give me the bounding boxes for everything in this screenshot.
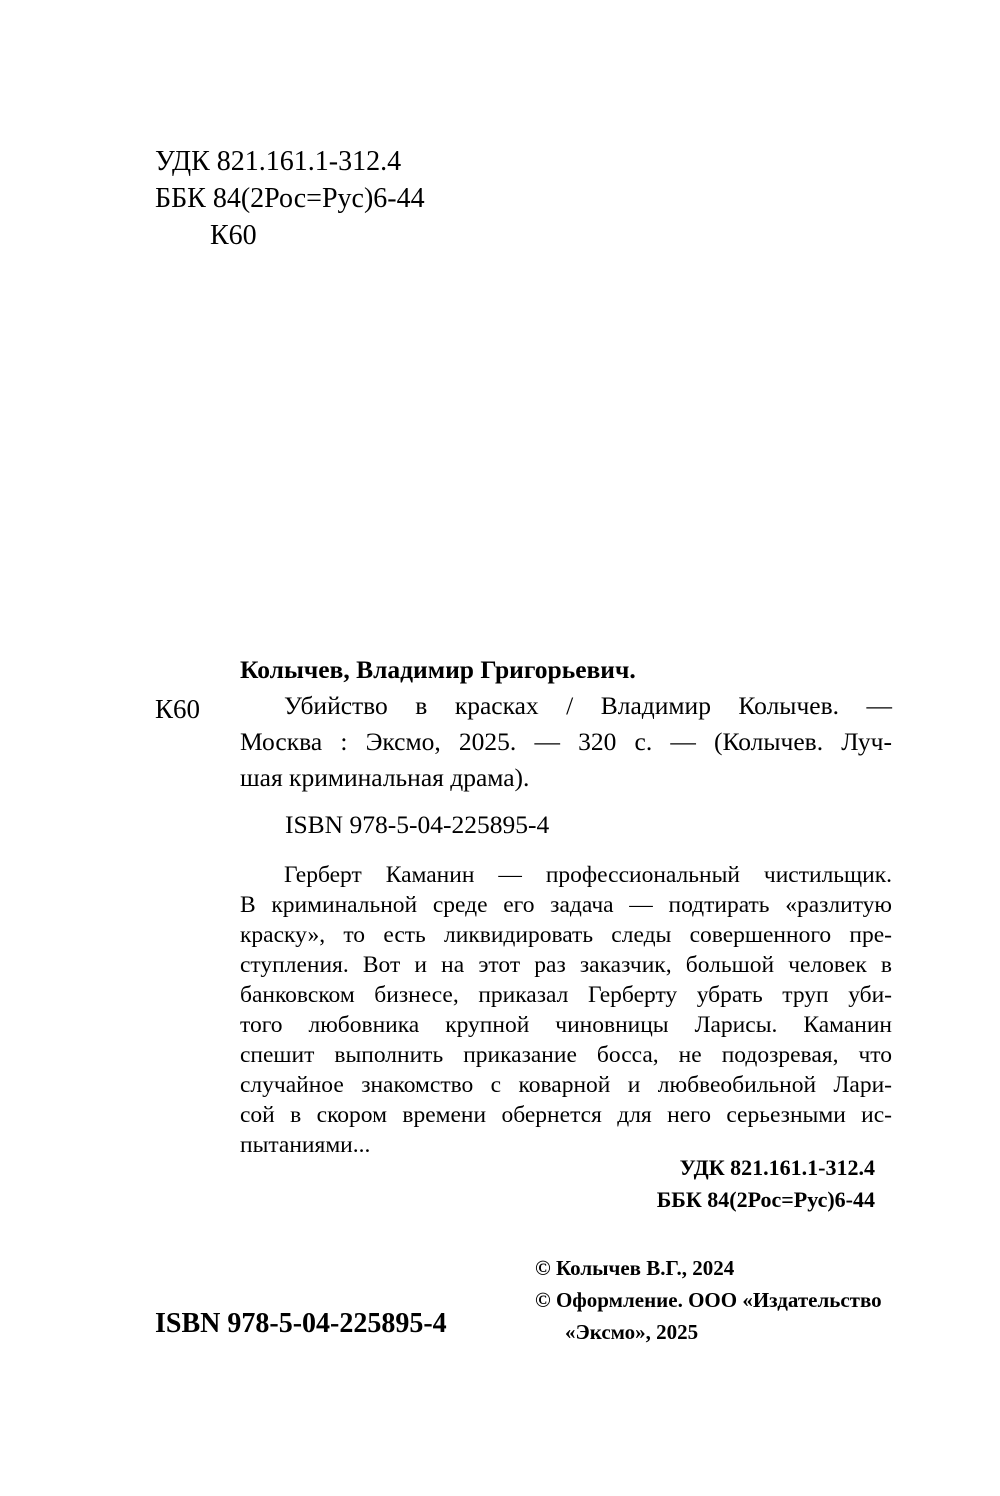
annotation-line: Герберт Каманин — профессиональный чистильщик. bbox=[284, 862, 892, 888]
isbn-bottom: ISBN 978-5-04-225895-4 bbox=[155, 1308, 447, 1339]
title-line: шая криминальная драма). bbox=[240, 763, 530, 792]
annotation-line: случайное знакомство с коварной и любвеобильной Лари- bbox=[240, 1072, 892, 1098]
isbn-card: ISBN 978-5-04-225895-4 bbox=[285, 810, 550, 839]
author-sign-top: К60 bbox=[210, 220, 257, 251]
udk-code-top: УДК 821.161.1-312.4 bbox=[155, 146, 402, 177]
author-sign-margin: К60 bbox=[155, 694, 201, 724]
annotation-line: того любовника крупной чиновницы Ларисы. Каманин bbox=[240, 1012, 892, 1038]
copyright-line: © Оформление. ООО «Издательство bbox=[535, 1288, 882, 1312]
copyright-line: © Колычев В.Г., 2024 bbox=[535, 1256, 735, 1280]
annotation-line: краску», то есть ликвидировать следы совершенного пре- bbox=[240, 922, 892, 948]
bbk-code-top: ББК 84(2Рос=Рус)6-44 bbox=[155, 183, 425, 214]
annotation-line: спешит выполнить приказание босса, не подозревая, что bbox=[240, 1042, 892, 1068]
title-line: Убийство в красках / Владимир Колычев. — bbox=[284, 691, 892, 720]
udk-code-right: УДК 821.161.1-312.4 bbox=[679, 1155, 875, 1180]
copyright-block bbox=[535, 1252, 882, 1348]
top-classification-block bbox=[155, 143, 425, 254]
annotation-line: пытаниями... bbox=[240, 1132, 371, 1158]
annotation-line: ступления. Вот и на этот раз заказчик, большой человек в bbox=[240, 952, 892, 978]
annotation-block bbox=[240, 860, 892, 1160]
right-classification-block bbox=[657, 1152, 875, 1216]
annotation-line: сой в скором времени обернется для него серьезными ис- bbox=[240, 1102, 892, 1128]
author-line: Колычев, Владимир Григорьевич. bbox=[240, 655, 636, 684]
annotation-line: банковском бизнесе, приказал Герберту убрать труп уби- bbox=[240, 982, 892, 1008]
catalog-card bbox=[240, 652, 892, 1160]
title-line: Москва : Эксмо, 2025. — 320 с. — (Колычев. Луч- bbox=[240, 727, 892, 756]
annotation-line: В криминальной среде его задача — подтирать «разлитую bbox=[240, 892, 892, 918]
copyright-line: «Эксмо», 2025 bbox=[565, 1320, 699, 1344]
bbk-code-right: ББК 84(2Рос=Рус)6-44 bbox=[656, 1187, 875, 1212]
